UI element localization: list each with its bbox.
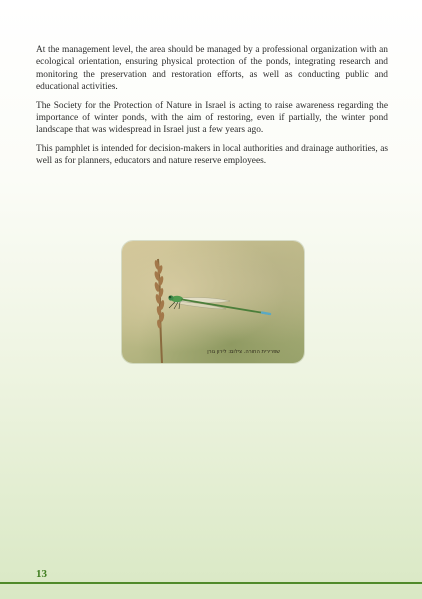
footer-rule bbox=[0, 582, 422, 584]
paragraph-management: At the management level, the area should be managed by a professional organization with an ecological orientation, ensuring physical protection of the ponds, integrating research and monitoring the preservation and restoration efforts, as well as conducting public and educational activities. bbox=[36, 45, 388, 93]
paragraph-society: The Society for the Protection of Nature in Israel is acting to raise awareness regarding the importance of winter ponds, with the aim of restoring, even if partially, the winter pond landscape that was widespread in Israel just a few years ago. bbox=[36, 100, 388, 136]
body-text bbox=[36, 44, 388, 174]
paragraph-audience: This pamphlet is intended for decision-makers in local authorities and drainage authorities, as well as for planners, educators and nature reserve employees. bbox=[36, 143, 388, 167]
damselfly-illustration bbox=[122, 241, 304, 363]
page-number: 13 bbox=[36, 568, 47, 580]
photo-credit: שפרירית החורה. צילום: לירון גורן bbox=[207, 349, 280, 355]
damselfly-photo bbox=[122, 241, 304, 363]
